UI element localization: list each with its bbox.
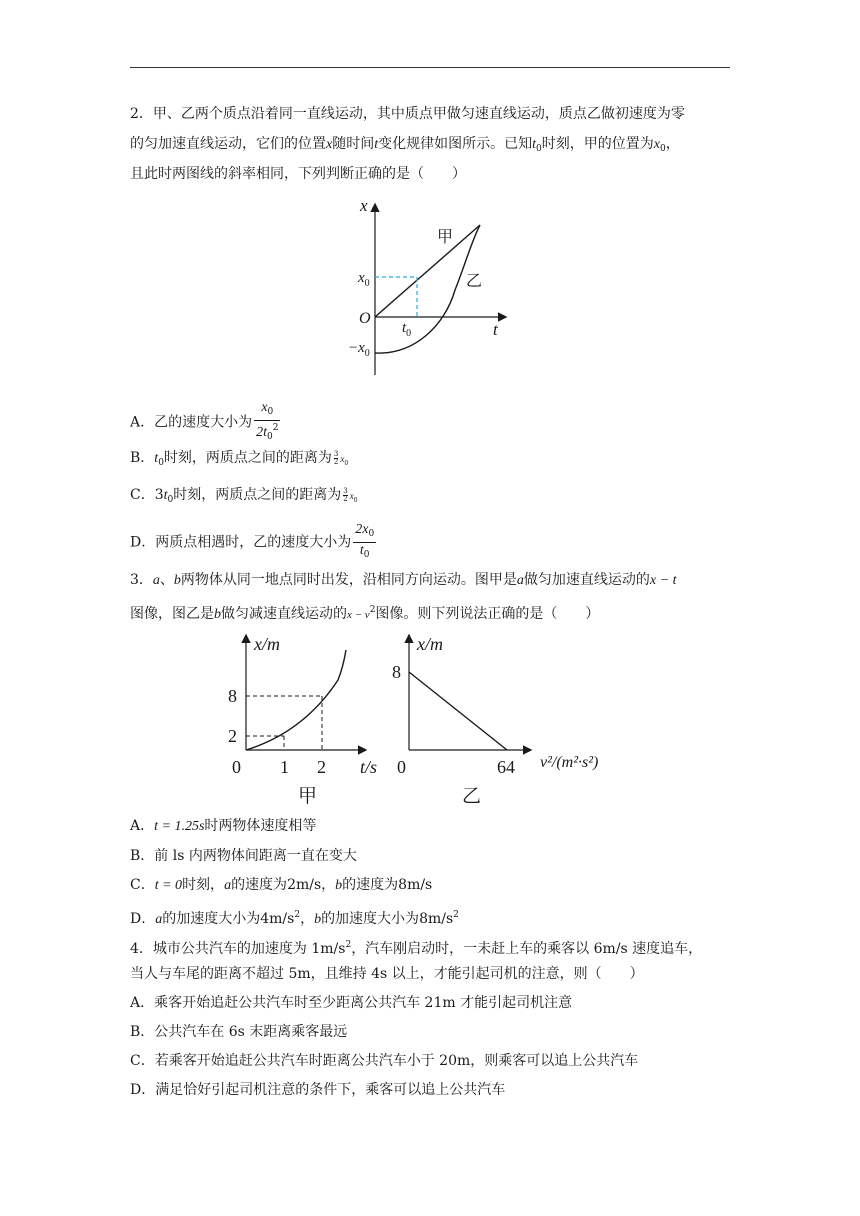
q4-line-1: 4．城市公共汽车的加速度为 $1m/s^2$，汽车刚启动时，一未赶上车的乘客以 6m/s 速度追车， <box>130 940 703 957</box>
header-rule <box>130 67 730 68</box>
q3a-tick-x-1: 1 <box>280 757 289 777</box>
q2-x0-label: $x_0$ <box>358 270 370 289</box>
q2-option-c: C．$3t_0$时刻，两质点之间的距离为 $\frac{3}{2}$ $x_0$ <box>130 486 358 505</box>
q4-option-a: A．乘客开始追赶公共汽车时至少距离公共汽车 21m 才能引起司机注意 <box>130 995 573 1011</box>
q3b-x-label: v²/(m²·s²) <box>540 754 599 771</box>
q2-line-3: 且此时两图线的斜率相同，下列判断正确的是（ ） <box>130 166 466 182</box>
q3a-tick-x-2: 2 <box>317 757 326 777</box>
q4-option-b: B．公共汽车在 6s 末距离乘客最远 <box>130 1024 348 1040</box>
q2-yi-label: 乙 <box>466 273 483 290</box>
q3b-tick-origin: 0 <box>397 757 406 777</box>
q3b-caption: 乙 <box>462 786 482 807</box>
q3b-tick-x-64: 64 <box>497 757 515 777</box>
q3-option-d: D．a的加速度大小为$4m/s^2$，b的加速度大小为$8m/s^2$ <box>130 910 459 927</box>
q4-option-d: D．满足恰好引起司机注意的条件下，乘客可以追上公共汽车 <box>130 1082 506 1098</box>
q2-origin-label: O <box>359 310 371 327</box>
q2-option-d: D．两质点相遇时，乙的速度大小为 $\frac{2x_0}{t_0}$ <box>130 522 375 560</box>
q3-option-b: B．前 ls 内两物体间距离一直在变大 <box>130 848 357 864</box>
q2-neg-x0-label: $-x_0$ <box>348 340 370 359</box>
q3a-y-label: x/m <box>254 634 280 654</box>
q2-option-a: A．乙的速度大小为 $\frac{x_0}{2t_0^2}$ <box>130 400 279 442</box>
q4-option-c: C．若乘客开始追赶公共汽车时距离公共汽车小于 20m，则乘客可以追上公共汽车 <box>130 1053 639 1069</box>
q3-line-2: 图像，图乙是b做匀减速直线运动的$x - v^2$图像。则下列说法正确的是（ ） <box>130 605 600 622</box>
q2-t0-label: $t_0$ <box>402 320 412 339</box>
q3a-tick-y-8: 8 <box>228 686 237 706</box>
q3-option-c: C．t = 0时刻，a的速度为2m/s，b的速度为8m/s <box>130 877 433 893</box>
q3a-tick-y-2: 2 <box>228 726 237 746</box>
q3-option-a: A．t = 1.25s时两物体速度相等 <box>130 818 317 834</box>
q3a-x-label: t/s <box>360 757 378 777</box>
q2-option-b: B．$t_0$时刻，两质点之间的距离为 $\frac{3}{2}$ $x_0$ <box>130 449 349 468</box>
q2-y-axis-label: x <box>360 196 368 215</box>
q3-figure-jia <box>220 630 395 810</box>
q3-line-1: 3．a、b两物体从同一地点同时出发，沿相同方向运动。图甲是a做匀加速直线运动的x − t <box>130 572 677 588</box>
q2-line-2: 的匀加速直线运动，它们的位置x随时间t变化规律如图所示。已知$t_0$时刻，甲的位置为$x_0$， <box>130 136 680 154</box>
q3a-curve <box>246 650 346 750</box>
q3a-caption: 甲 <box>298 786 318 807</box>
q3b-tick-y-8: 8 <box>392 662 401 682</box>
q2-figure-xt-graph <box>340 195 520 380</box>
q3b-line <box>409 672 507 750</box>
q3b-y-label: x/m <box>417 634 443 654</box>
q2-curve-jia <box>375 225 483 317</box>
q2-curve-yi <box>375 225 483 353</box>
q2-line-1: 2．甲、乙两个质点沿着同一直线运动，其中质点甲做匀速直线运动，质点乙做初速度为零 <box>130 106 685 122</box>
q4-line-2: 当人与车尾的距离不超过 5m，且维持 4s 以上，才能引起司机的注意，则（ ） <box>130 966 644 982</box>
q2-x-axis-label: t <box>493 320 498 339</box>
q3-figure-yi <box>385 630 645 810</box>
q2-jia-label: 甲 <box>437 229 454 246</box>
q3a-tick-x-0: 0 <box>232 757 241 777</box>
